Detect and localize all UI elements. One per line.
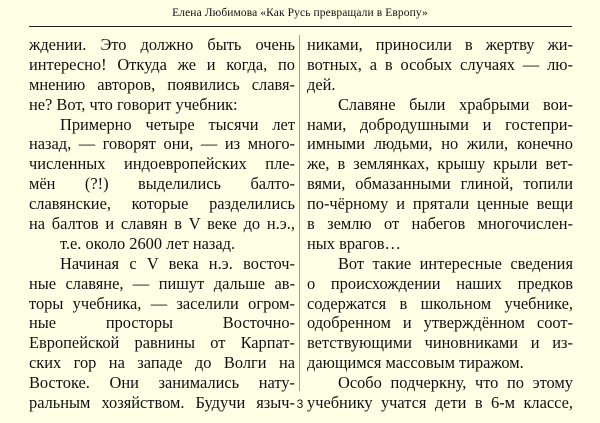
text-line: же, в землянках, крышу крыли вет- [307,154,573,174]
text-column-left [29,35,295,413]
text-line: ные славяне, — пишут дальше ав- [29,273,295,293]
text-line: ждении. Это должно быть очень [29,35,295,54]
column-divider [299,35,300,391]
text-line: вотных, а в особых случаях — лю- [307,54,573,74]
text-line: ветствующими чиновниками и из- [307,333,573,353]
text-line: Вот такие интересные сведения [338,253,573,273]
text-line: славянские, которые разделились [29,194,295,214]
text-line: мнению авторов, появились славя- [29,74,295,94]
text-line: численных индоевропейских пле- [29,154,295,174]
text-line: не? Вот, что говорит учебник: [29,94,238,114]
text-line: назад, — говорят они, — из много- [29,134,295,154]
text-line: о происхождении наших предков [307,273,573,293]
text-line: ских гор на западе до Волги на [29,353,295,373]
text-line: торы учебника, — заселили огром- [29,293,295,313]
text-line: Примерно четыре тысячи лет [60,114,295,134]
text-line: Начиная с V века н.э. восточ- [60,253,295,273]
text-line: учебнику учатся дети в 6-м классе, [307,393,573,413]
text-line: Славяне были храбрыми вои- [338,94,573,114]
text-line: ных врагов… [307,233,401,253]
text-line: Особо подчеркну, что по этому [338,373,573,393]
text-line: на балтов и славян в V веке до н.э., [29,214,295,234]
text-line: одобренном и утверждённом соот- [307,313,573,333]
text-line: мён (?!) выделились балто- [29,174,295,194]
text-column-right [307,35,573,413]
header-rule [29,26,572,27]
text-line: имными людьми, но жили, конечно [307,134,573,154]
text-line: ральным хозяйством. Будучи языч- [29,393,295,413]
text-line: вями, обмазанными глиной, топили [307,174,573,194]
text-line: никами, приносили в жертву жи- [307,35,573,54]
text-line: ные просторы Восточно- [29,313,295,333]
running-header: Елена Любимова «Как Русь превращали в Европу» [172,7,428,19]
text-line: интересно! Откуда же и когда, по [29,54,295,74]
text-line: дающимся массовым тиражом. [307,353,524,373]
text-line: Европейской равнины от Карпат- [29,333,295,353]
text-line: т.е. около 2600 лет назад. [60,233,236,253]
text-line: в землю от набегов многочислен- [307,214,573,234]
text-line: Востоке. Они занимались нату- [29,373,295,393]
text-line: дей. [307,74,336,94]
text-line: по-чёрному и прятали ценные вещи [307,194,573,214]
page-number: 3 [296,397,304,411]
text-line: нами, добродушными и гостепри- [307,114,573,134]
text-line: содержатся в школьном учебнике, [307,293,573,313]
